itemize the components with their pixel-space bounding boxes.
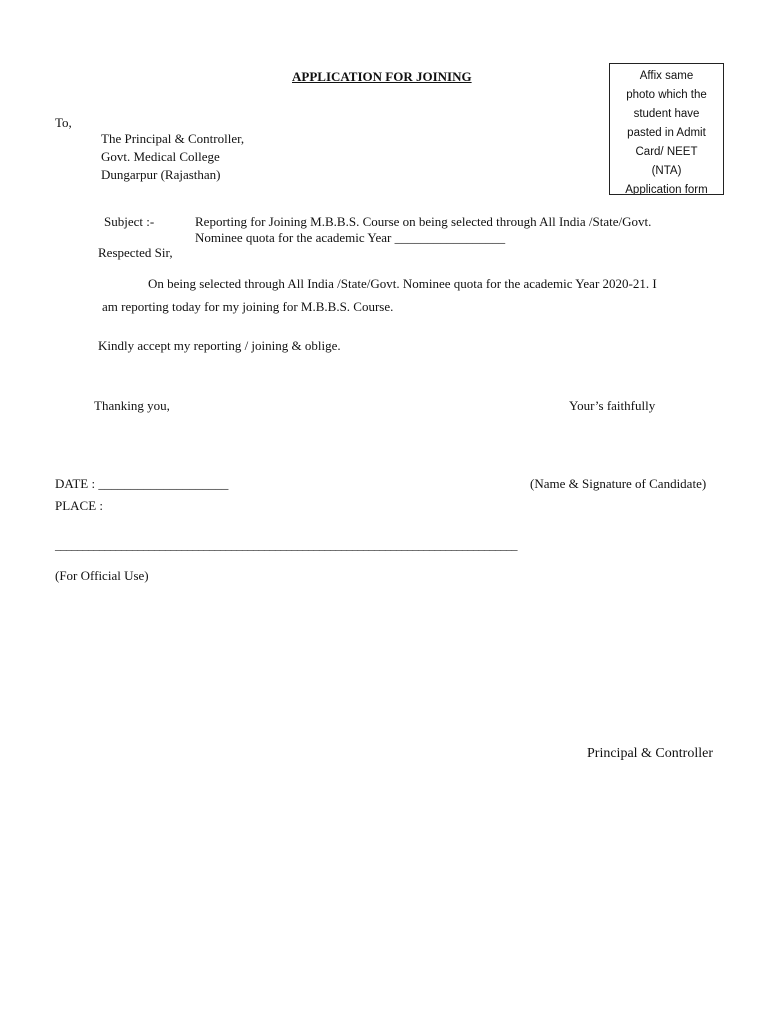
body-line-1: On being selected through All India /State/Govt. Nominee quota for the academic Year 2020-21. I — [148, 276, 657, 291]
date-field: DATE : ____________________ — [55, 476, 229, 491]
address-line: The Principal & Controller, — [101, 131, 245, 146]
body-line-3: Kindly accept my reporting / joining & oblige. — [98, 338, 341, 353]
body-line-2: am reporting today for my joining for M.B.B.S. Course. — [102, 299, 394, 314]
photo-box-line: pasted in Admit — [627, 127, 706, 139]
photo-box-line: Application form — [625, 184, 708, 195]
official-use-label: (For Official Use) — [55, 568, 149, 583]
thanking-text: Thanking you, — [94, 398, 170, 413]
subject-line-1: Reporting for Joining M.B.B.S. Course on being selected through All India /State/Govt. — [195, 214, 652, 229]
subject-label: Subject :- — [104, 214, 155, 229]
principal-signature-label: Principal & Controller — [587, 746, 713, 761]
photo-affix-box — [609, 63, 724, 195]
recipient-address — [101, 130, 244, 184]
salutation: Respected Sir, — [98, 245, 173, 260]
photo-box-line: Affix same — [639, 70, 694, 82]
page-title: APPLICATION FOR JOINING — [292, 69, 472, 84]
subject-line-2: Nominee quota for the academic Year _________________ — [195, 230, 506, 245]
photo-box-line: (NTA) — [651, 165, 682, 177]
photo-box-line: student have — [633, 108, 700, 120]
to-label: To, — [55, 115, 72, 130]
place-field: PLACE : — [55, 498, 104, 513]
divider-line: ____________________________________________________________________________________ — [55, 538, 517, 552]
signature-label: (Name & Signature of Candidate) — [530, 476, 707, 491]
address-line: Dungarpur (Rajasthan) — [101, 167, 221, 182]
address-line: Govt. Medical College — [101, 149, 220, 164]
faithfully-text: Your’s faithfully — [569, 398, 656, 413]
photo-box-line: Card/ NEET — [635, 146, 698, 158]
photo-box-line: photo which the — [626, 89, 707, 101]
